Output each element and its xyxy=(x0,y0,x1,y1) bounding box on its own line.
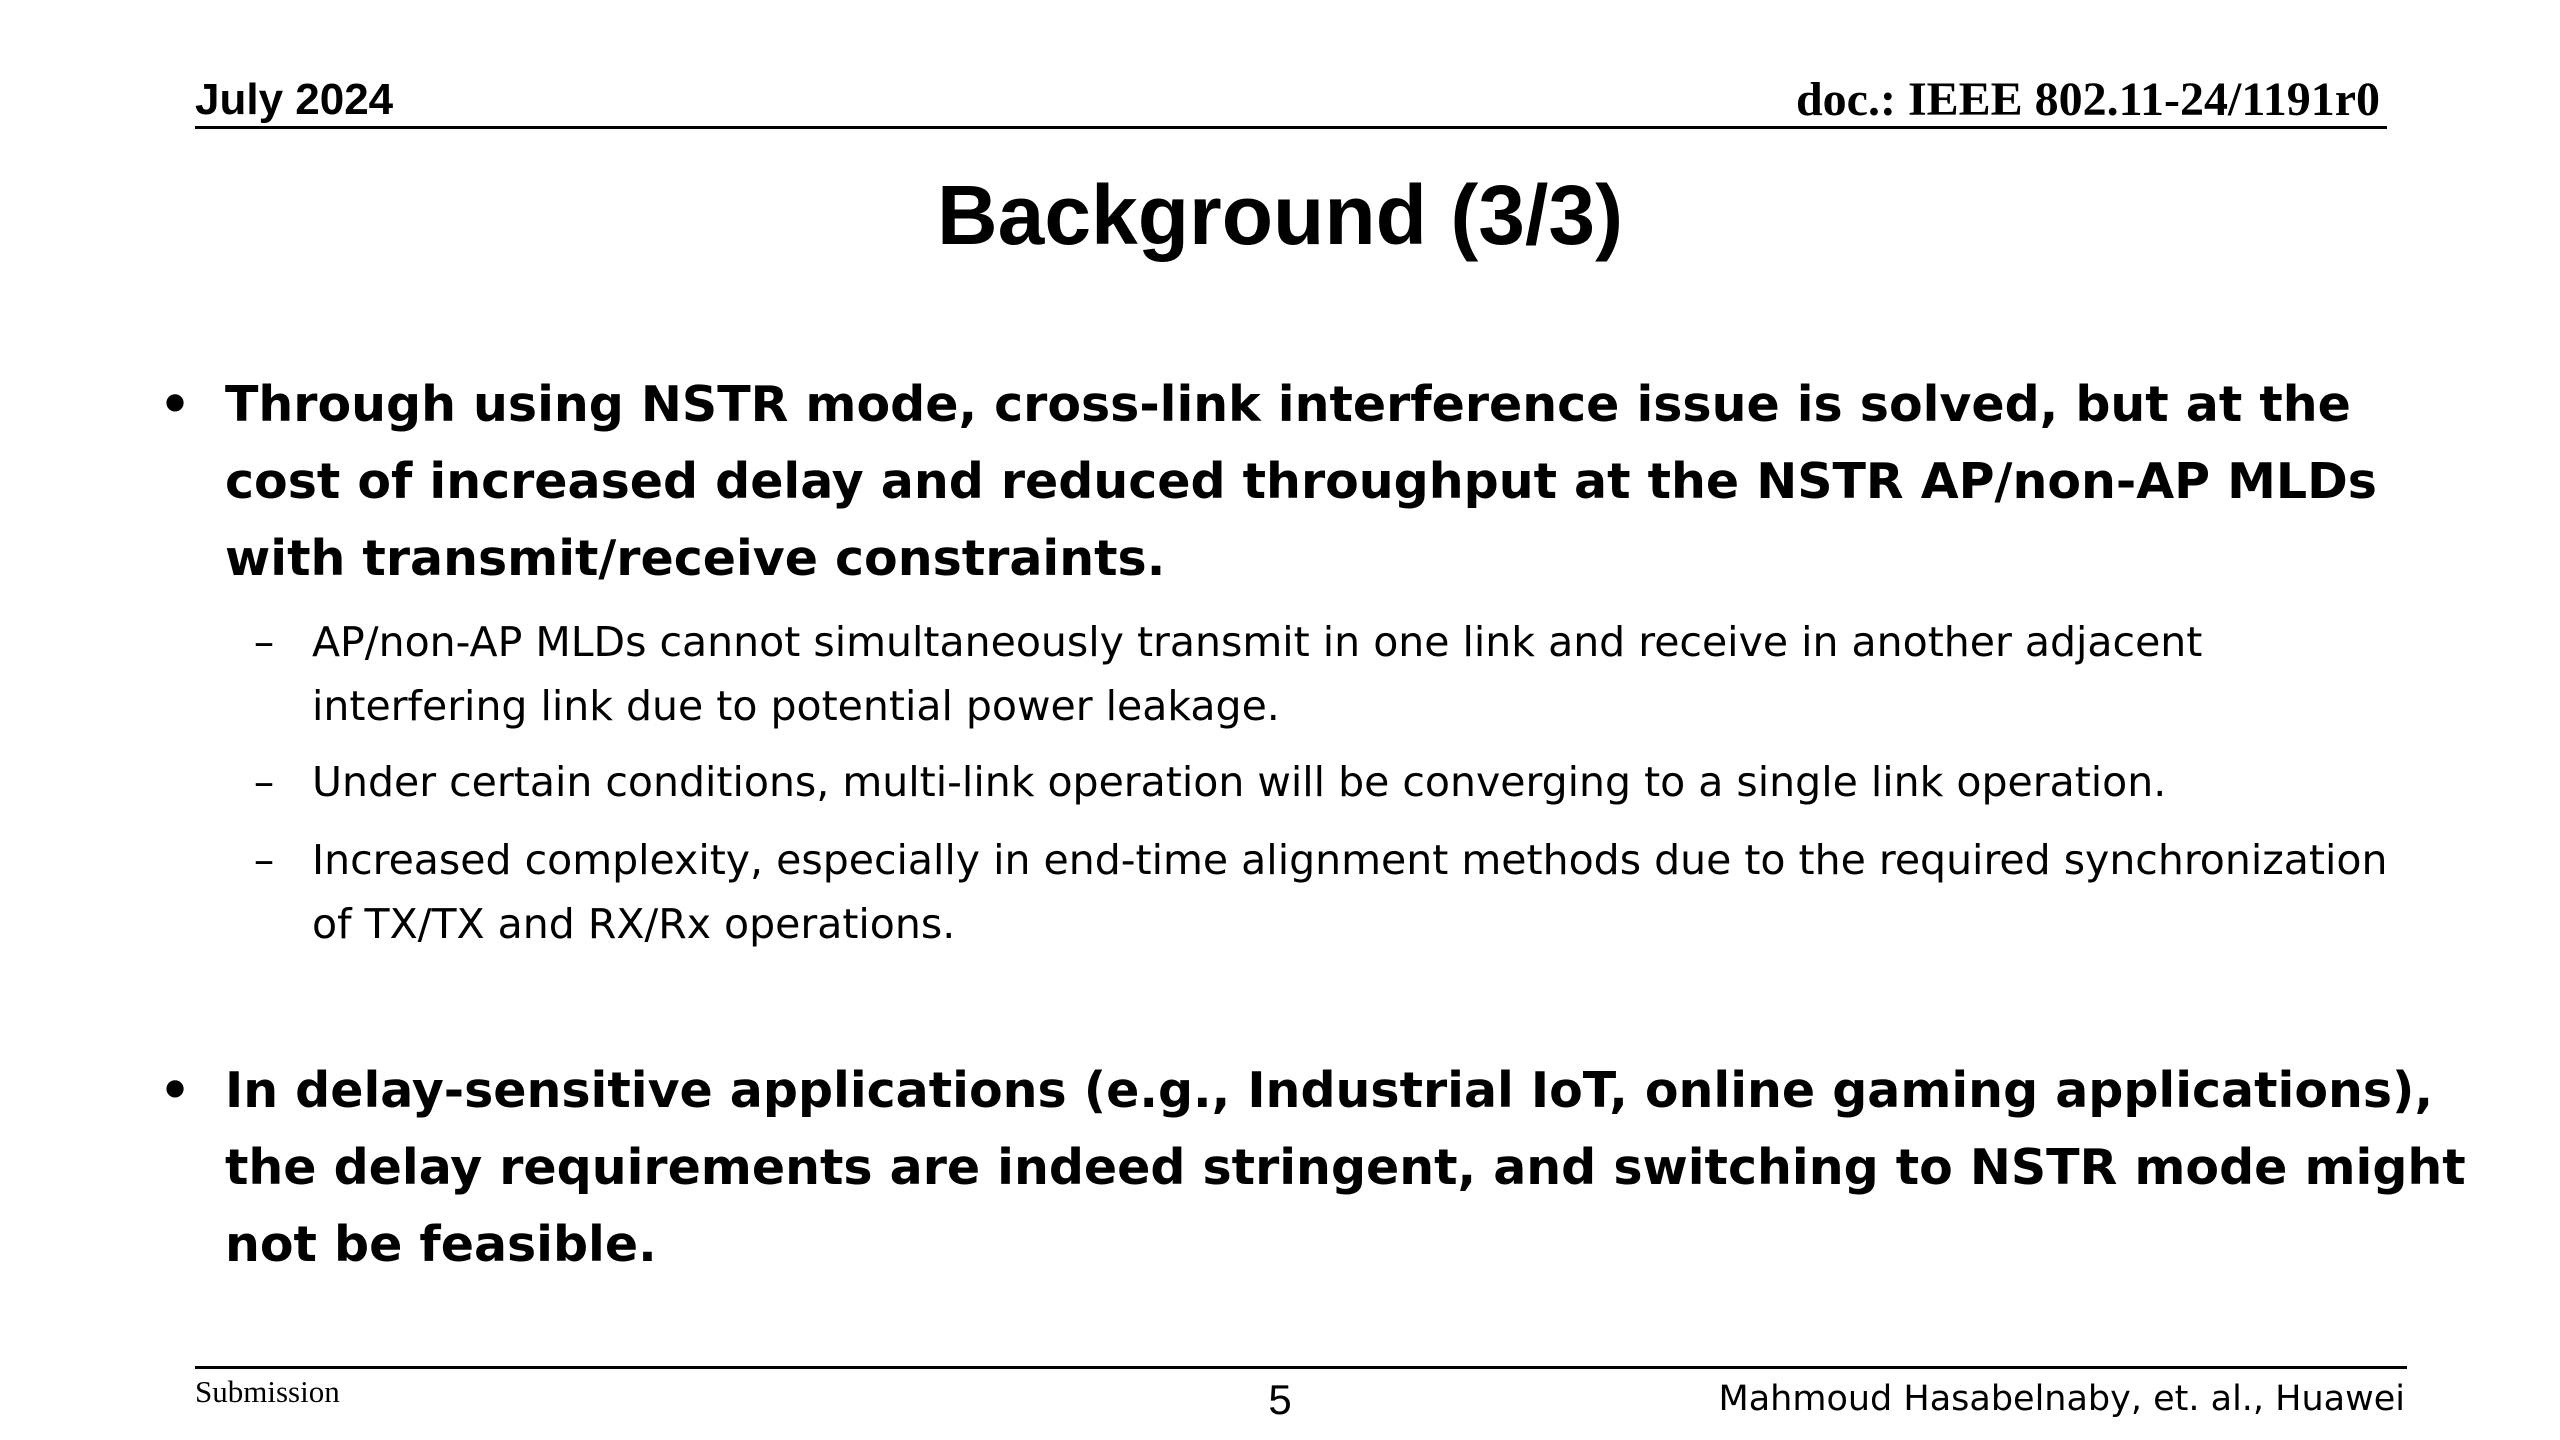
header-divider xyxy=(195,126,2387,129)
sub-bullet-1-text: AP/non-AP MLDs cannot simultaneously transmit in one link and receive in another adjacent interfering link due to potential power leakage. xyxy=(312,618,2203,730)
sub-bullet-2-marker: – xyxy=(253,758,275,806)
sub-bullet-3 xyxy=(253,828,2412,956)
footer-submission-label: Submission xyxy=(195,1374,340,1409)
sub-bullet-3-text: Increased complexity, especially in end-time alignment methods due to the required synchronization of TX/TX and RX/Rx operations. xyxy=(312,836,2388,948)
sub-bullet-2 xyxy=(253,750,2412,814)
bullet-2-text: In delay-sensitive applications (e.g., Industrial IoT, online gaming applications), the delay requirements are indeed stringent, and switching to NSTR mode might not be feasible. xyxy=(225,1062,2466,1273)
bullet-2 xyxy=(159,1052,2475,1283)
page-number: 5 xyxy=(1268,1376,1292,1423)
bullet-1-text: Through using NSTR mode, cross-link interference issue is solved, but at the cost of increased delay and reduced throughput at the NSTR AP/non-AP MLDs with transmit/receive constraints. xyxy=(225,376,2377,587)
footer-divider xyxy=(195,1366,2407,1369)
sub-bullet-3-marker: – xyxy=(253,836,275,884)
bullet-1 xyxy=(159,366,2475,597)
header-date: July 2024 xyxy=(195,75,394,124)
sub-bullet-2-text: Under certain conditions, multi-link operation will be converging to a single link operation. xyxy=(312,758,2167,806)
slide-title: Background (3/3) xyxy=(936,168,1624,262)
header-doc-id: doc.: IEEE 802.11-24/1191r0 xyxy=(1795,73,2380,126)
bullet-1-marker: • xyxy=(159,376,191,433)
sub-bullet-1 xyxy=(253,610,2412,738)
footer-author: Mahmoud Hasabelnaby, et. al., Huawei xyxy=(1718,1379,2405,1419)
sub-bullet-1-marker: – xyxy=(253,618,275,666)
bullet-2-marker: • xyxy=(159,1062,191,1119)
